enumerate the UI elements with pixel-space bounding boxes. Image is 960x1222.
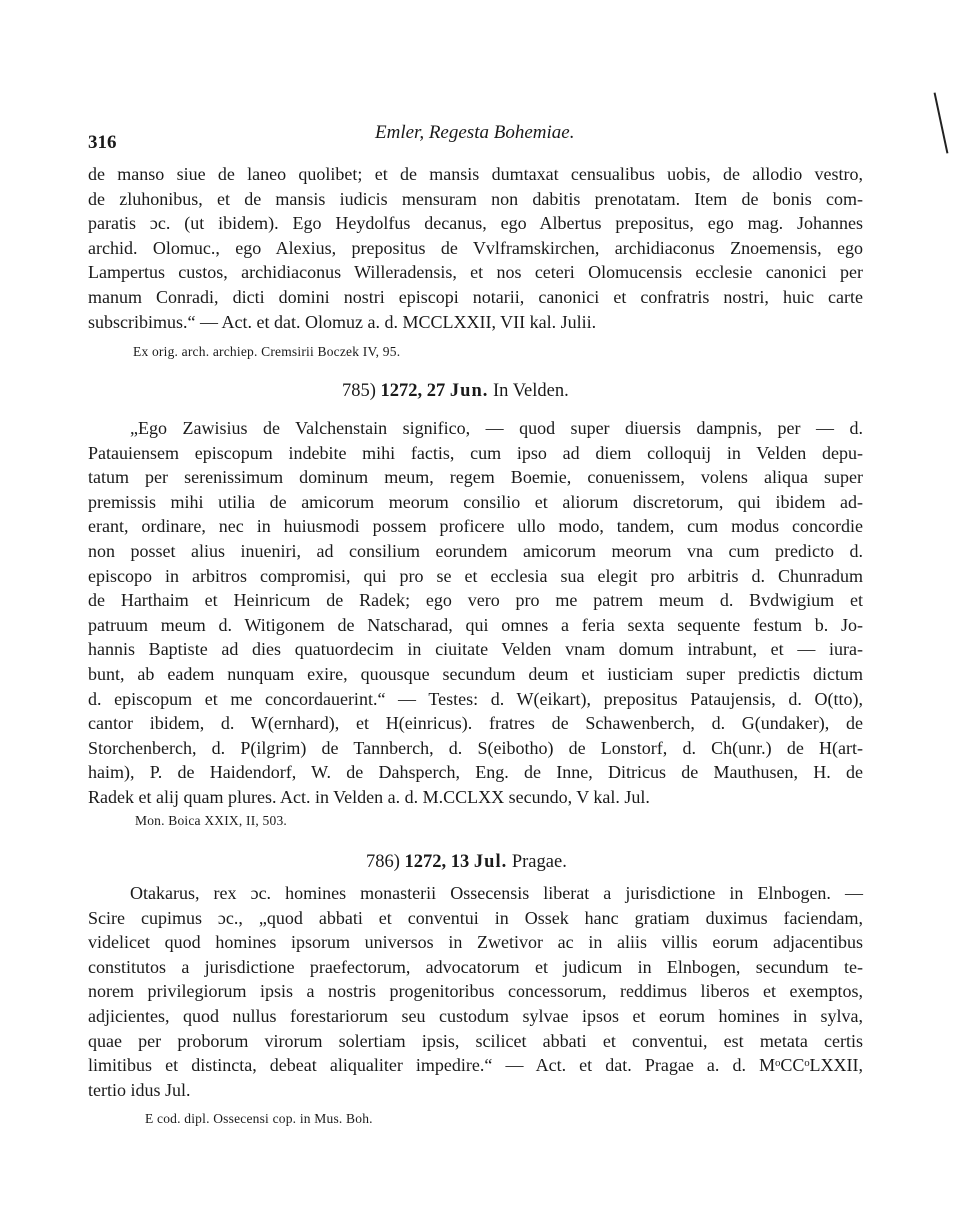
entry-heading	[366, 852, 567, 873]
source-citation: E cod. dipl. Ossecensi cop. in Mus. Boh.	[145, 1111, 373, 1126]
entry-number: 786)	[366, 852, 400, 872]
text-line: Scire cupimus ɔc., „quod abbati et conventui in Ossek hanc gratiam duximus faciendam,	[88, 907, 863, 928]
text-line: tatum per serenissimum dominum meum, regem Boemie, conuenissem, volens aliqua super	[88, 467, 863, 488]
text-line: Lampertus custos, archidiaconus Willeradensis, et nos ceteri Olomucensis ecclesie canonici per	[88, 262, 863, 283]
text-line: limitibus et distincta, debeat aliqualiter impedire.“ — Act. et dat. Pragae a. d. MᵒCCᵒLXXII,	[88, 1055, 863, 1076]
source-citation: Ex orig. arch. archiep. Cremsirii Boczek IV, 95.	[133, 344, 401, 359]
text-line: cantor ibidem, d. W(ernhard), et H(einricus). fratres de Schawenberch, d. G(undaker), de	[88, 713, 863, 734]
text-line: constitutos a jurisdictione praefectorum, advocatorum et judicum in Elnbogen, secundum te-	[88, 956, 863, 977]
text-line: tertio idus Jul.	[88, 1079, 191, 1100]
scan-edge-mark	[934, 92, 949, 153]
entry-month: Jun.	[449, 381, 489, 401]
entry-month: Jul.	[473, 852, 508, 872]
entry-date: 1272, 13	[404, 852, 470, 872]
text-line: bunt, ab eadem nunquam exire, quousque secundum deum et iusticiam super predictis dictum	[88, 663, 863, 684]
entry-786-text	[88, 881, 863, 1102]
entry-place: Pragae.	[511, 852, 567, 872]
text-line: non posset alius inueniri, ad consilium eorundem amicorum meorum vna cum predicto d.	[88, 540, 863, 561]
text-line: Otakarus, rex ɔc. homines monasterii Ossecensis liberat a jurisdictione in Elnbogen. —	[130, 883, 863, 903]
entry-number: 785)	[342, 381, 376, 401]
text-line: erant, ordinare, nec in huiusmodi possem proficere ullo modo, tandem, cum modus concordie	[88, 516, 863, 537]
entry-date: 1272, 27	[380, 381, 446, 401]
text-line: norem privilegiorum ipsis a nostris progenitoribus concessorum, reddimus liberos et exemptos,	[88, 981, 863, 1002]
text-line: de manso siue de laneo quolibet; et de mansis dumtaxat censualibus uobis, de allodio vestro,	[88, 164, 863, 184]
charter-continuation	[88, 162, 863, 334]
page-number: 316	[88, 132, 117, 153]
source-citation: Mon. Boica XXIX, II, 503.	[135, 813, 287, 828]
running-head: Emler, Regesta Bohemiae.	[375, 122, 575, 143]
text-line: „Ego Zawisius de Valchenstain significo, — quod super diuersis dampnis, per — d.	[130, 418, 863, 438]
text-line: manum Conradi, dicti domini nostri episcopi notarii, canonici et confratris nostri, huic carte	[88, 286, 863, 307]
text-line: d. episcopum et me concordauerint.“ — Testes: d. W(eikart), prepositus Pataujensis, d. O(tto),	[88, 688, 863, 709]
text-line: de Harthaim et Heinricum de Radek; ego vero pro me patrem meum d. Bvdwigium et	[88, 590, 863, 611]
text-line: videlicet quod homines ipsorum universos in Zwetivor ac in aliis villis eorum adjacentibus	[88, 932, 863, 953]
text-line: quae per proborum virorum solertiam ipsis, scilicet abbati et conventui, est metata certis	[88, 1030, 863, 1051]
entry-785-text	[88, 416, 863, 810]
entry-place: In Velden.	[493, 381, 569, 401]
text-line: hannis Baptiste ad dies quatuordecim in ciuitate Velden vnam domum intrabunt, et — iura-	[88, 639, 863, 660]
text-line: archid. Olomuc., ego Alexius, prepositus de Vvlframskirchen, archidiaconus Znoemensis, ego	[88, 237, 863, 258]
entry-heading	[342, 381, 569, 402]
text-line: premissis mihi utilia de amicorum meorum consilio et aliorum discretorum, qui ibidem ad-	[88, 491, 863, 512]
text-line: Radek et alij quam plures. Act. in Velden a. d. M.CCLXX secundo, V kal. Jul.	[88, 786, 650, 807]
text-line: de zluhonibus, et de mansis iudicis mensuram non dabitis prenotatam. Item de bonis com-	[88, 188, 863, 209]
text-line: episcopo in arbitros compromisi, qui pro se et ecclesia sua elegit pro arbitris d. Chunradum	[88, 565, 863, 586]
text-line: Patauiensem episcopum indebite mihi factis, cum ipso ad diem colloquij in Velden depu-	[88, 442, 863, 463]
text-line: Storchenberch, d. P(ilgrim) de Tannberch, d. S(eibotho) de Lonstorf, d. Ch(unr.) de H(art-	[88, 737, 863, 758]
text-line: haim), P. de Haidendorf, W. de Dahsperch, Eng. de Inne, Ditricus de Mauthusen, H. de	[88, 762, 863, 783]
text-line: subscribimus.“ — Act. et dat. Olomuz a. d. MCCLXXII, VII kal. Julii.	[88, 311, 597, 332]
text-line: patruum meum d. Witigonem de Natscharad, qui omnes a feria sexta sequente festum b. Jo-	[88, 614, 863, 635]
text-line: adjicientes, quod nullus forestariorum seu custodum sylvae ipsos et eorum homines in sylva,	[88, 1005, 863, 1026]
text-line: paratis ɔc. (ut ibidem). Ego Heydolfus decanus, ego Albertus prepositus, ego mag. Johannes	[88, 213, 863, 234]
